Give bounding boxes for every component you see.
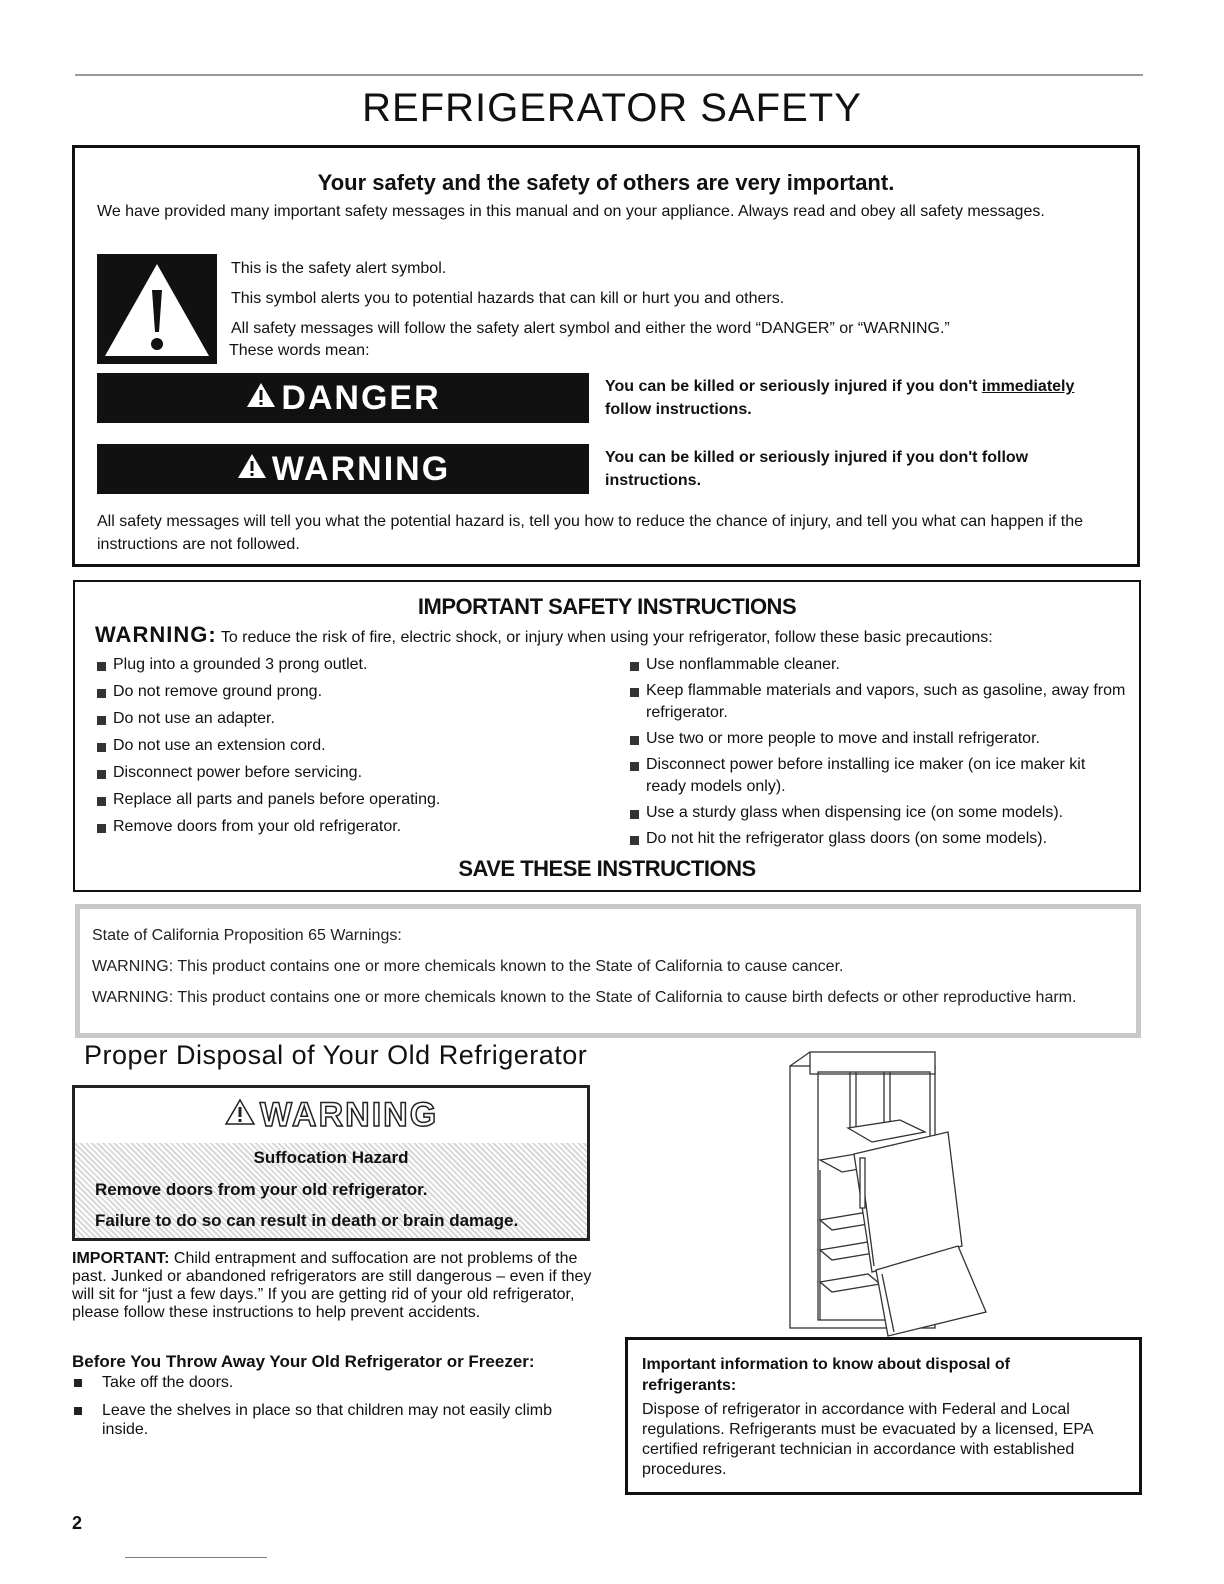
list-item: Use a sturdy glass when dispensing ice (on some models). [628,802,1128,824]
danger-label: DANGER [281,378,441,417]
danger-text-a: You can be killed or seriously injured if you don't [605,378,982,395]
list-item: Plug into a grounded 3 prong outlet. [95,654,595,676]
danger-text [605,375,1130,421]
list-item: Leave the shelves in place so that children may not easily climb inside. [72,1401,572,1439]
list-item: Do not use an adapter. [95,708,595,730]
hazard-title: Suffocation Hazard [253,1148,409,1167]
before-heading: Before You Throw Away Your Old Refrigerator or Freezer: [72,1352,535,1371]
hazard-line-1: Remove doors from your old refrigerator. [95,1180,428,1199]
instructions-warning [95,622,1135,648]
suffocation-warning-label: WARNING [259,1096,439,1134]
symbol-line-4: These words mean: [229,342,370,359]
list-item: Disconnect power before servicing. [95,762,595,784]
list-item: Replace all parts and panels before operating. [95,789,595,811]
list-item: Use nonflammable cleaner. [628,654,1128,676]
prop65-cancer: WARNING: This product contains one or more chemicals known to the State of California to cause cancer. [92,958,844,975]
symbol-line-2: This symbol alerts you to potential hazards that can kill or hurt you and others. [231,290,785,307]
warning-label: WARNING [271,449,451,488]
list-item: Disconnect power before installing ice maker (on ice maker kit ready models only). [628,754,1128,798]
danger-signal-bar [97,373,589,423]
danger-alert-icon [245,379,277,418]
warning-alert-icon [236,450,268,489]
instructions-heading: IMPORTANT SAFETY INSTRUCTIONS [417,594,797,619]
suffocation-warning-bar [75,1088,587,1143]
warning-text: You can be killed or seriously injured if you don't follow instructions. [605,449,1029,489]
top-rule [75,74,1143,76]
important-instructions-box [73,580,1141,892]
prop65-title: State of California Proposition 65 Warnings: [92,927,402,944]
list-item: Do not use an extension cord. [95,735,595,757]
important-label: IMPORTANT: [72,1250,170,1267]
prop65-content [92,925,1122,1008]
hazard-line-2: Failure to do so can result in death or brain damage. [95,1211,519,1230]
safety-intro-box [72,145,1140,567]
safety-footer: All safety messages will tell you what the potential hazard is, tell you how to reduce the chance of injury, and tell you what can happen if the instructions are not followed. [97,513,1084,553]
safety-intro: We have provided many important safety messages in this manual and on your appliance. Always read and obey all safety messages. [97,203,1045,220]
disposal-title: Proper Disposal of Your Old Refrigerator [84,1040,588,1070]
suffocation-alert-icon [224,1096,256,1135]
refrigerant-heading: Important information to know about disposal of refrigerants: [642,1356,1010,1394]
precautions-left-list [95,654,595,843]
instructions-warning-label: WARNING: [95,622,217,647]
symbol-line-3: All safety messages will follow the safety alert symbol and either the word “DANGER” or “WARNING.” [231,320,950,337]
prop65-birth: WARNING: This product contains one or more chemicals known to the State of California to cause birth defects or other reproductive harm. [92,989,1077,1006]
warning-signal-bar [97,444,589,494]
list-item: Keep flammable materials and vapors, such as gasoline, away from refrigerator. [628,680,1128,724]
refrigerant-body: Dispose of refrigerator in accordance with Federal and Local regulations. Refrigerants must be evacuated by a licensed, EPA certified refrigerant technician in accordance with established procedures. [642,1401,1093,1478]
suffocation-warning-box [72,1085,590,1241]
list-item: Do not hit the refrigerator glass doors (on some models). [628,828,1128,850]
list-item: Do not remove ground prong. [95,681,595,703]
refrigerator-doors-removed-illustration [780,1050,995,1340]
list-item: Use two or more people to move and install refrigerator. [628,728,1128,750]
instructions-warning-text: To reduce the risk of fire, electric shock, or injury when using your refrigerator, follow these basic precautions: [216,629,993,646]
symbol-line-1: This is the safety alert symbol. [231,260,447,277]
precautions-right-list [628,654,1128,854]
before-list [72,1373,572,1448]
danger-text-underlined: immediately [981,378,1075,395]
important-text: Child entrapment and suffocation are not problems of the past. Junked or abandoned refrigerators are still dangerous – even if they will sit for “just a few days.” If you are getting rid of your old refrigerator, please follow these instructions to help prevent accidents. [72,1250,592,1321]
list-item: Remove doors from your old refrigerator. [95,816,595,838]
bottom-rule [125,1557,267,1558]
save-instructions: SAVE THESE INSTRUCTIONS [458,856,756,881]
list-item: Take off the doors. [72,1373,572,1392]
prop65-box [75,904,1141,1038]
danger-text-b: follow instructions. [605,401,752,418]
refrigerant-info-box [625,1337,1142,1495]
safety-heading: Your safety and the safety of others are very important. [317,170,895,195]
safety-alert-symbol-icon [97,254,217,364]
page-title: REFRIGERATOR SAFETY [362,86,862,130]
page-number: 2 [72,1513,83,1533]
important-paragraph [72,1250,592,1322]
